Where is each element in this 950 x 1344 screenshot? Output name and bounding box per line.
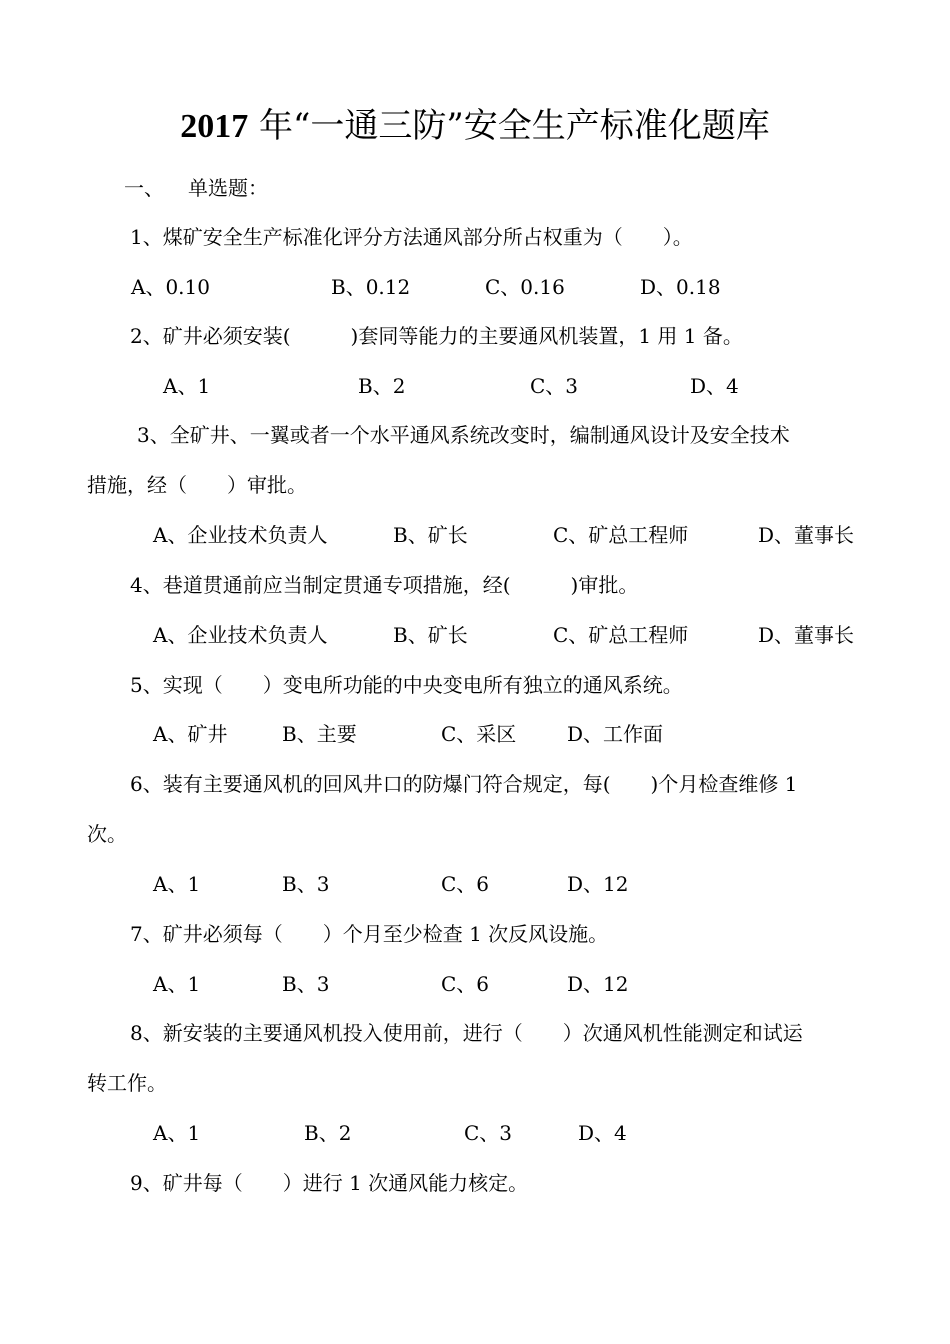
section-label: 单选题： xyxy=(188,176,268,200)
q2-option-a: A、1 xyxy=(163,374,211,398)
q7-option-c: C、6 xyxy=(441,972,490,996)
question-1: 1、煤矿安全生产标准化评分方法通风部分所占权重为（ ）。 xyxy=(130,225,693,249)
question-6-line-1: 6、装有主要通风机的回风井口的防爆门符合规定，每( )个月检查维修 1 xyxy=(130,772,798,796)
q7-option-d: D、12 xyxy=(567,972,629,996)
question-8-line-2: 转工作。 xyxy=(87,1071,167,1095)
question-9: 9、矿井每（ ）进行 1 次通风能力核定。 xyxy=(130,1171,529,1195)
q4-option-b: B、矿长 xyxy=(393,623,468,647)
title-year: 2017 xyxy=(180,108,249,145)
q6-option-d: D、12 xyxy=(567,872,629,896)
q3-option-c: C、矿总工程师 xyxy=(553,523,689,547)
title-text: 年“一通三防”安全生产标准化题库 xyxy=(248,106,770,146)
question-6-line-2: 次。 xyxy=(87,822,127,846)
q1-option-a: A、0.10 xyxy=(131,275,210,299)
q1-option-d: D、0.18 xyxy=(640,275,721,299)
question-3-line-2: 措施，经（ ）审批。 xyxy=(87,473,307,497)
q7-option-a: A、1 xyxy=(153,972,201,996)
q5-option-a: A、矿井 xyxy=(153,722,228,746)
q3-option-a: A、企业技术负责人 xyxy=(153,523,328,547)
section-number: 一、 xyxy=(124,176,164,200)
q4-option-a: A、企业技术负责人 xyxy=(153,623,328,647)
q3-option-d: D、董事长 xyxy=(758,523,855,547)
q8-option-a: A、1 xyxy=(153,1121,201,1145)
q1-option-c: C、0.16 xyxy=(485,275,565,299)
q3-option-b: B、矿长 xyxy=(393,523,468,547)
question-4: 4、巷道贯通前应当制定贯通专项措施，经( )审批。 xyxy=(130,573,639,597)
q5-option-b: B、主要 xyxy=(282,722,357,746)
q8-option-c: C、3 xyxy=(464,1121,513,1145)
q5-option-d: D、工作面 xyxy=(567,722,664,746)
q8-option-b: B、2 xyxy=(304,1121,352,1145)
q2-option-b: B、2 xyxy=(358,374,406,398)
q5-option-c: C、采区 xyxy=(441,722,517,746)
q6-option-a: A、1 xyxy=(153,872,201,896)
question-5: 5、实现（ ）变电所功能的中央变电所有独立的通风系统。 xyxy=(130,673,683,697)
q8-option-d: D、4 xyxy=(578,1121,627,1145)
q2-option-d: D、4 xyxy=(690,374,739,398)
page-title xyxy=(0,106,950,147)
q6-option-c: C、6 xyxy=(441,872,490,896)
q4-option-d: D、董事长 xyxy=(758,623,855,647)
question-8-line-1: 8、新安装的主要通风机投入使用前，进行（ ）次通风机性能测定和试运 xyxy=(130,1021,803,1045)
q2-option-c: C、3 xyxy=(530,374,579,398)
question-2: 2、矿井必须安装( )套同等能力的主要通风机装置，1 用 1 备。 xyxy=(130,324,743,348)
question-7: 7、矿井必须每（ ）个月至少检查 1 次反风设施。 xyxy=(130,922,609,946)
q6-option-b: B、3 xyxy=(282,872,330,896)
question-3-line-1: 3、全矿井、一翼或者一个水平通风系统改变时，编制通风设计及安全技术 xyxy=(137,423,790,447)
q4-option-c: C、矿总工程师 xyxy=(553,623,689,647)
q7-option-b: B、3 xyxy=(282,972,330,996)
q1-option-b: B、0.12 xyxy=(331,275,411,299)
